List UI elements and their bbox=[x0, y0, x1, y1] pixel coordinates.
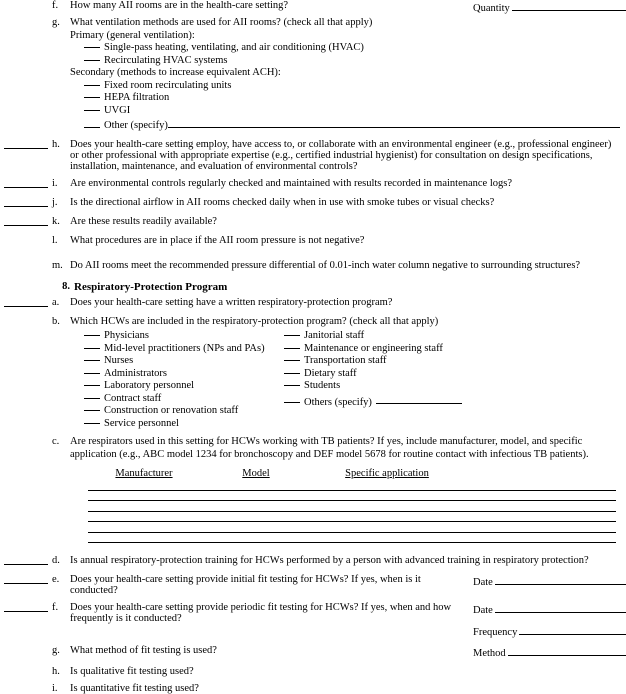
checkbox-option[interactable] bbox=[84, 368, 284, 381]
option-label: Nurses bbox=[104, 355, 134, 366]
answer-blank-slot[interactable] bbox=[0, 574, 52, 587]
question-row-8c bbox=[0, 436, 626, 543]
question-row-8e bbox=[0, 574, 626, 596]
checkbox-option[interactable] bbox=[84, 343, 284, 356]
checkbox-line-icon[interactable] bbox=[84, 410, 100, 411]
question-row-8h bbox=[0, 666, 626, 677]
question-row-m bbox=[0, 260, 626, 271]
option-label: Other (specify) bbox=[104, 120, 168, 131]
question-text: Does your health-care setting have a written respiratory-protection program? bbox=[70, 296, 393, 308]
method-label: Method bbox=[473, 648, 506, 659]
option-label: UVGI bbox=[104, 104, 131, 116]
frequency-field[interactable] bbox=[473, 624, 626, 639]
option-label: Single-pass heating, ventilating, and air conditioning (HVAC) bbox=[104, 42, 364, 53]
answer-blank-slot[interactable] bbox=[0, 297, 52, 310]
answer-write-line[interactable] bbox=[4, 602, 48, 612]
answer-write-line[interactable] bbox=[4, 139, 48, 149]
answer-write-line[interactable] bbox=[4, 216, 48, 226]
checkbox-option[interactable] bbox=[70, 55, 620, 68]
checkbox-line-icon[interactable] bbox=[84, 398, 100, 399]
option-label: Contract staff bbox=[104, 392, 162, 404]
checkbox-line-icon[interactable] bbox=[84, 423, 100, 424]
table-row[interactable] bbox=[88, 501, 616, 512]
question-letter: g. bbox=[52, 645, 60, 656]
table-row[interactable] bbox=[88, 522, 616, 533]
date-label: Date bbox=[473, 577, 493, 588]
method-write-line[interactable] bbox=[508, 645, 626, 656]
question-row-k bbox=[0, 216, 626, 229]
quantity-label: Quantity bbox=[473, 3, 510, 14]
checkbox-line-icon[interactable] bbox=[284, 348, 300, 349]
question-row-8d bbox=[0, 555, 626, 568]
checkbox-line-icon[interactable] bbox=[84, 385, 100, 386]
answer-write-line[interactable] bbox=[4, 555, 48, 565]
checkbox-line-icon[interactable] bbox=[84, 97, 100, 98]
checkbox-line-icon[interactable] bbox=[84, 373, 100, 374]
checkbox-line-icon[interactable] bbox=[84, 335, 100, 336]
checkbox-option-others[interactable] bbox=[284, 393, 462, 410]
others-specify-write-line[interactable] bbox=[376, 393, 462, 404]
date-write-line[interactable] bbox=[495, 602, 626, 613]
option-label: Dietary staff bbox=[304, 367, 357, 379]
checkbox-line-icon[interactable] bbox=[84, 360, 100, 361]
question-row-8b bbox=[0, 316, 626, 431]
question-letter: e. bbox=[52, 574, 60, 585]
question-row-l bbox=[0, 235, 626, 246]
question-letter: m. bbox=[52, 259, 63, 271]
checkbox-option-other[interactable] bbox=[70, 117, 620, 133]
question-letter: f. bbox=[52, 0, 59, 11]
checkbox-line-icon[interactable] bbox=[84, 110, 100, 111]
section-number: 8. bbox=[62, 280, 70, 292]
question-letter: a. bbox=[52, 296, 60, 308]
checkbox-option[interactable] bbox=[284, 343, 462, 356]
question-row-f bbox=[0, 0, 626, 15]
quantity-write-line[interactable] bbox=[512, 0, 626, 11]
option-label: Laboratory personnel bbox=[104, 380, 195, 391]
question-text: Does your health-care setting provide initial fit testing for HCWs? If yes, when is it conducted? bbox=[70, 574, 421, 596]
answer-blank-slot[interactable] bbox=[0, 197, 52, 210]
checkbox-option[interactable] bbox=[70, 105, 620, 118]
question-letter: g. bbox=[52, 17, 60, 28]
column-header-manufacturer: Manufacturer bbox=[115, 468, 173, 479]
question-letter: i. bbox=[52, 683, 58, 694]
column-header-specific-application: Specific application bbox=[345, 468, 429, 479]
table-row[interactable] bbox=[88, 491, 616, 502]
checkbox-line-icon[interactable] bbox=[284, 402, 300, 403]
question-row-8f bbox=[0, 602, 626, 639]
question-body-8c bbox=[70, 436, 626, 543]
table-row[interactable] bbox=[88, 480, 616, 491]
question-text: Is the directional airflow in AII rooms checked daily when in use with smoke tubes or visual checks? bbox=[70, 196, 495, 208]
checkbox-line-icon[interactable] bbox=[284, 360, 300, 361]
checkbox-option[interactable] bbox=[284, 368, 462, 381]
checkbox-option[interactable] bbox=[84, 355, 284, 368]
question-text: Are these results readily available? bbox=[70, 215, 217, 227]
table-row[interactable] bbox=[88, 512, 616, 523]
question-text: Are respirators used in this setting for HCWs working with TB patients? If yes, include manufacturer, model, and specific application (e.g., ABC model 1234 for bronchoscopy and DEF model 5678 for routine contact with infectious TB patients). bbox=[70, 436, 589, 460]
checkbox-option[interactable] bbox=[84, 393, 284, 406]
quantity-field[interactable] bbox=[471, 0, 626, 15]
question-text: Are environmental controls regularly checked and maintained with results recorded in maintenance logs? bbox=[70, 177, 513, 189]
question-text: What procedures are in place if the AII room pressure is not negative? bbox=[70, 234, 365, 246]
question-letter: b. bbox=[52, 315, 60, 327]
column-header-model: Model bbox=[242, 468, 270, 479]
hcw-list-right bbox=[284, 330, 462, 430]
question-body-g bbox=[70, 17, 626, 133]
date-field-periodic[interactable] bbox=[473, 602, 626, 617]
answer-write-line[interactable] bbox=[4, 297, 48, 307]
option-label: Recirculating HVAC systems bbox=[104, 54, 228, 66]
answer-blank-slot[interactable] bbox=[0, 602, 52, 615]
question-text: Is annual respiratory-protection training for HCWs performed by a person with advanced training in respiratory protection? bbox=[70, 555, 589, 566]
checkbox-option[interactable] bbox=[70, 80, 620, 93]
question-text: What method of fit testing is used? bbox=[70, 645, 217, 656]
answer-blank-slot[interactable] bbox=[0, 139, 52, 152]
date-write-line[interactable] bbox=[495, 574, 626, 585]
option-label: Service personnel bbox=[104, 417, 179, 429]
answer-write-line[interactable] bbox=[4, 178, 48, 188]
question-text: What ventilation methods are used for AII rooms? (check all that apply) bbox=[70, 17, 373, 28]
checkbox-option[interactable] bbox=[284, 330, 462, 343]
question-text: How many AII rooms are in the health-care setting? bbox=[70, 0, 289, 11]
method-field[interactable] bbox=[471, 645, 626, 660]
question-letter: i. bbox=[52, 177, 58, 189]
option-label: Administrators bbox=[104, 367, 167, 379]
primary-ventilation-header: Primary (general ventilation): bbox=[70, 29, 195, 41]
answer-blank-slot[interactable] bbox=[0, 555, 52, 568]
checkbox-option[interactable] bbox=[84, 405, 284, 418]
answer-blank-slot[interactable] bbox=[0, 178, 52, 191]
checkbox-line-icon[interactable] bbox=[284, 373, 300, 374]
option-label: Mid-level practitioners (NPs and PAs) bbox=[104, 342, 265, 354]
checkbox-line-icon[interactable] bbox=[84, 60, 100, 61]
checkbox-option[interactable] bbox=[84, 380, 284, 393]
question-letter: j. bbox=[52, 196, 58, 208]
checkbox-line-icon[interactable] bbox=[284, 385, 300, 386]
option-label: Students bbox=[304, 380, 341, 391]
date-label: Date bbox=[473, 605, 493, 616]
question-letter: d. bbox=[52, 555, 60, 566]
question-text: Which HCWs are included in the respiratory-protection program? (check all that apply) bbox=[70, 315, 439, 327]
question-letter: h. bbox=[52, 666, 60, 677]
checkbox-option[interactable] bbox=[84, 418, 284, 431]
hcw-list-left bbox=[70, 330, 284, 430]
question-letter: k. bbox=[52, 215, 60, 227]
question-row-8g bbox=[0, 645, 626, 660]
question-letter: c. bbox=[52, 436, 60, 447]
hcw-checkbox-lists bbox=[70, 330, 620, 430]
question-row-i bbox=[0, 178, 626, 191]
checkbox-line-icon[interactable] bbox=[284, 335, 300, 336]
table-row[interactable] bbox=[88, 533, 616, 544]
option-label: Fixed room recirculating units bbox=[104, 79, 232, 91]
question-letter: f. bbox=[52, 602, 59, 613]
question-text: Is quantitative fit testing used? bbox=[70, 683, 199, 694]
option-label: Others (specify) bbox=[304, 396, 372, 408]
checkbox-option[interactable] bbox=[70, 42, 620, 55]
frequency-write-line[interactable] bbox=[519, 624, 626, 635]
checkbox-line-icon[interactable] bbox=[84, 85, 100, 86]
checkbox-option[interactable] bbox=[70, 92, 620, 105]
checkbox-line-icon[interactable] bbox=[84, 47, 100, 48]
question-body-8b bbox=[70, 316, 626, 431]
respirator-table-header bbox=[70, 468, 620, 479]
checkbox-line-icon[interactable] bbox=[84, 348, 100, 349]
option-label: Construction or renovation staff bbox=[104, 405, 239, 416]
question-letter: l. bbox=[52, 234, 58, 246]
answer-blank-slot[interactable] bbox=[0, 216, 52, 229]
option-label: Physicians bbox=[104, 330, 149, 341]
question-text: Is qualitative fit testing used? bbox=[70, 666, 194, 677]
question-text: Does your health-care setting provide periodic fit testing for HCWs? If yes, when and how frequently is it conducted? bbox=[70, 602, 452, 624]
option-label: Transportation staff bbox=[304, 355, 387, 366]
answer-write-line[interactable] bbox=[4, 197, 48, 207]
question-letter: h. bbox=[52, 138, 60, 150]
checkbox-option[interactable] bbox=[84, 330, 284, 343]
question-row-g bbox=[0, 17, 626, 133]
question-text: Do AII rooms meet the recommended pressure differential of 0.01-inch water column negative to surrounding structures? bbox=[70, 259, 581, 271]
question-row-h bbox=[0, 139, 626, 172]
checkbox-option[interactable] bbox=[284, 355, 462, 368]
section-title: Respiratory-Protection Program bbox=[74, 280, 228, 293]
option-label: Janitorial staff bbox=[304, 330, 365, 341]
option-label: HEPA filtration bbox=[104, 92, 170, 103]
question-row-8i bbox=[0, 683, 626, 694]
question-row-j bbox=[0, 197, 626, 210]
other-specify-write-line[interactable] bbox=[168, 117, 620, 128]
periodic-fit-fields[interactable] bbox=[471, 602, 626, 639]
question-text: Does your health-care setting employ, have access to, or collaborate with an environmental engineer (e.g., professional engineer) or other professional with appropriate expertise (e.g., certified industrial hygienist) for consultation on design specifications, installation, maintenance, and evaluation of environmental controls? bbox=[70, 138, 612, 172]
checkbox-option[interactable] bbox=[284, 380, 462, 393]
question-row-8a bbox=[0, 297, 626, 310]
secondary-ventilation-header: Secondary (methods to increase equivalent ACH): bbox=[70, 67, 281, 78]
answer-write-line[interactable] bbox=[4, 574, 48, 584]
respirator-table-write-lines[interactable] bbox=[70, 480, 620, 543]
frequency-label: Frequency bbox=[473, 627, 518, 638]
option-label: Maintenance or engineering staff bbox=[304, 342, 443, 354]
section-8-heading bbox=[0, 281, 626, 293]
checkbox-line-icon[interactable] bbox=[84, 127, 100, 128]
date-field-initial[interactable] bbox=[471, 574, 626, 589]
